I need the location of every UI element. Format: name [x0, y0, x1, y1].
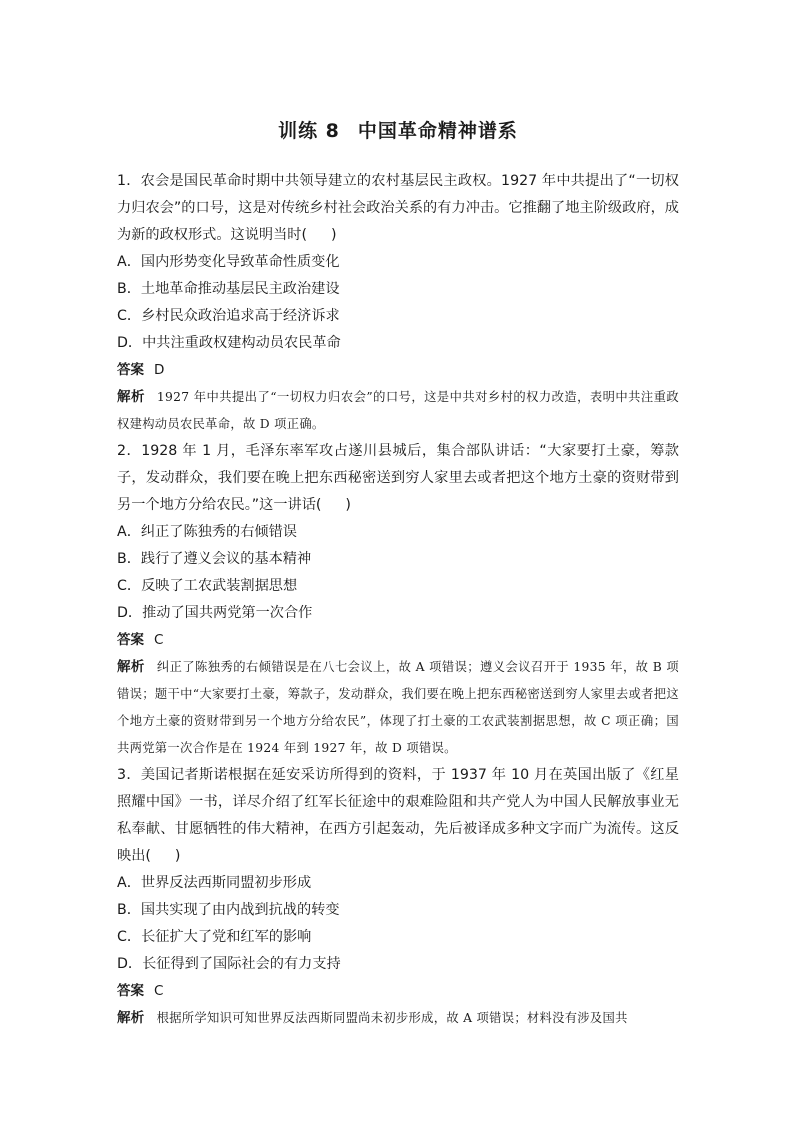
explanation: [117, 654, 679, 762]
question-stem-end: ): [174, 848, 181, 864]
question-stem-end: ): [330, 227, 337, 243]
title-number: 训练 8: [278, 120, 340, 142]
option-d: D．推动了国共两党第一次合作: [117, 605, 313, 621]
option-a: A．国内形势变化导致革命性质变化: [117, 254, 340, 270]
answer-value: C: [154, 983, 164, 999]
answer-label: 答案: [117, 983, 144, 999]
question-stem: [117, 762, 679, 870]
explanation: [117, 384, 679, 438]
option-d: D．长征得到了国际社会的有力支持: [117, 956, 341, 972]
option-c: C．长征扩大了党和红军的影响: [117, 929, 312, 945]
explanation-text: 纠正了陈独秀的右倾错误是在八七会议上，故 A 项错误；遵义会议召开于 1935 年，故 B 项错误；题干中“大家要打土豪，筹款子，发动群众，我们要在晚上把东西秘密送到穷人家里去或者把这个地方土豪的资财带到另一个地方分给农民”，体现了打土豪的工农武装割据思想，故 C 项正确；国共两党第一次合作是在 1924 年到 1927 年，故 D 项错误。: [117, 660, 680, 755]
question-stem-text: 2．1928 年 1 月，毛泽东率军攻占遂川县城后，集合部队讲话：“大家要打土豪，筹款子，发动群众，我们要在晚上把东西秘密送到穷人家里去或者把这个地方土豪的资财带到另一个地方分给农民。”这一讲话(: [117, 443, 679, 513]
option-b: B．践行了遵义会议的基本精神: [117, 551, 312, 567]
answer-line: [117, 978, 679, 1005]
answer-line: [117, 627, 679, 654]
explanation-label: 解析: [117, 1010, 145, 1026]
explanation-text: 根据所学知识可知世界反法西斯同盟尚未初步形成，故 A 项错误；材料没有涉及国共: [156, 1011, 628, 1025]
option-d: D．中共注重政权建构动员农民革命: [117, 335, 341, 351]
question-3: [117, 762, 679, 1032]
option-c: C．乡村民众政治追求高于经济诉求: [117, 308, 340, 324]
option-b: B．国共实现了由内战到抗战的转变: [117, 902, 340, 918]
answer-label: 答案: [117, 362, 144, 378]
explanation-label: 解析: [117, 389, 145, 405]
answer-line: [117, 357, 679, 384]
title-text: 中国革命精神谱系: [357, 120, 518, 142]
question-1: [117, 168, 679, 438]
question-stem-text: 3．美国记者斯诺根据在延安采访所得到的资料，于 1937 年 10 月在英国出版了《红星照耀中国》一书，详尽介绍了红军长征途中的艰难险阻和共产党人为中国人民解放事业无私奉献、甘愿牺牲的伟大精神，在西方引起轰动，先后被译成多种文字而广为流传。这反映出(: [117, 767, 679, 864]
answer-label: 答案: [117, 632, 144, 648]
page-title: [117, 118, 679, 144]
option-a: A．世界反法西斯同盟初步形成: [117, 875, 312, 891]
option-a: A．纠正了陈独秀的右倾错误: [117, 524, 297, 540]
explanation-text: 1927 年中共提出了“一切权力归农会”的口号，这是中共对乡村的权力改造，表明中共注重政权建构动员农民革命，故 D 项正确。: [117, 390, 679, 431]
explanation: [117, 1005, 679, 1032]
option-b: B．土地革命推动基层民主政治建设: [117, 281, 340, 297]
option-c: C．反映了工农武装割据思想: [117, 578, 298, 594]
question-stem: [117, 438, 679, 519]
answer-value: C: [154, 632, 164, 648]
answer-value: D: [154, 362, 165, 378]
question-stem-end: ): [345, 497, 351, 513]
question-stem: [117, 168, 679, 249]
document-page: [117, 118, 679, 1032]
explanation-label: 解析: [117, 659, 145, 675]
question-2: [117, 438, 679, 762]
question-stem-text: 1．农会是国民革命时期中共领导建立的农村基层民主政权。1927 年中共提出了“一切权力归农会”的口号，这是对传统乡村社会政治关系的有力冲击。它推翻了地主阶级政府，成为新的政权形式。这说明当时(: [117, 173, 679, 243]
